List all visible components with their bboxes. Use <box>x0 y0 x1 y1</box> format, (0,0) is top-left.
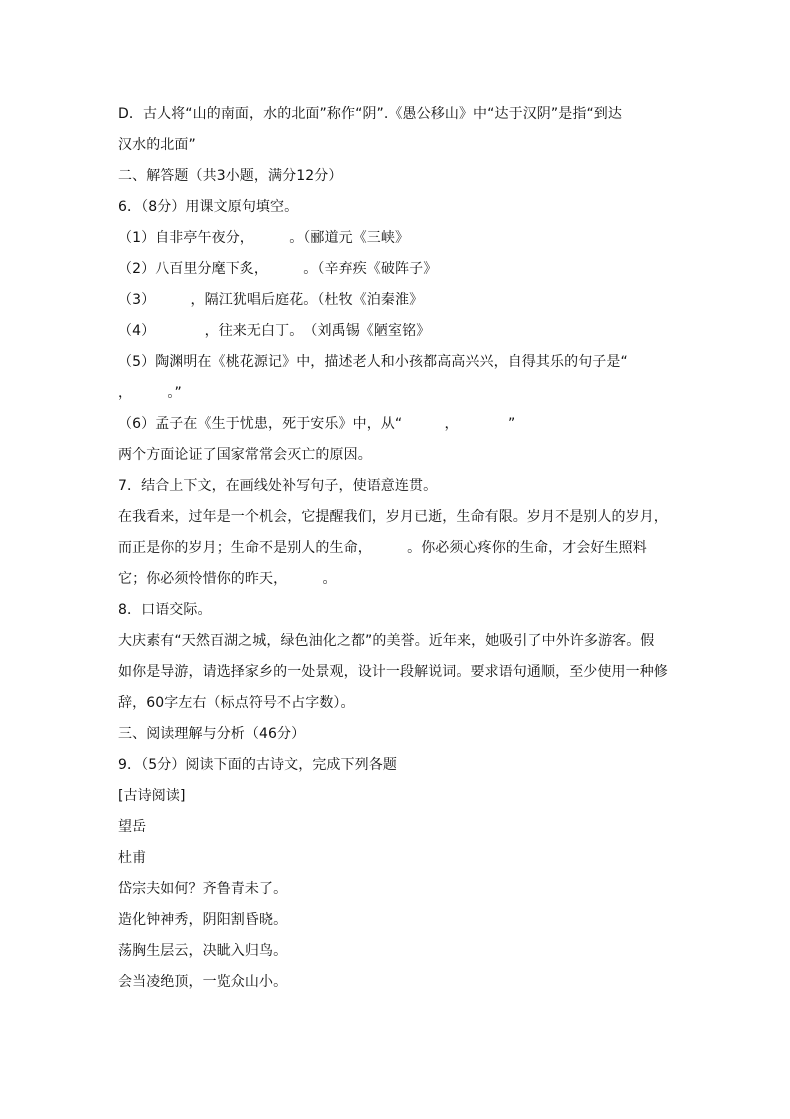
question-6-item-1: （1）自非亭午夜分， 。（郦道元《三峡》 <box>118 230 410 246</box>
question-6-item-5: （5）陶渊明在《桃花源记》中，描述老人和小孩都高高兴兴，自得其乐的句子是“ <box>118 354 628 370</box>
poem-section-label: [古诗阅读] <box>118 788 186 804</box>
question-6-item-3: （3） ，隔江犹唱后庭花。（杜牧《泊秦淮》 <box>118 292 424 308</box>
question-6-title: 6．（8分）用课文原句填空。 <box>118 199 299 215</box>
section-heading-2: 二、解答题（共3小题，满分12分） <box>118 168 343 184</box>
question-6-item-2: （2）八百里分麾下炙， 。（辛弃疾《破阵子》 <box>118 261 438 277</box>
question-8-paragraph-1: 大庆素有“天然百湖之城，绿色油化之都”的美誉。近年来，她吸引了中外许多游客。假 <box>118 633 655 649</box>
question-8-paragraph-3: 辞，60字左右（标点符号不占字数）。 <box>118 695 355 711</box>
question-7-title: 7．结合上下文，在画线处补写句子，使语意连贯。 <box>118 478 438 494</box>
option-d-line2: 汉水的北面” <box>118 137 196 153</box>
section-heading-3: 三、阅读理解与分析（46分） <box>118 726 306 742</box>
question-6-item-6: （6）孟子在《生于忧患，死于安乐》中，从“ ， ” <box>118 416 516 432</box>
question-8-title: 8．口语交际。 <box>118 602 212 618</box>
question-7-paragraph-1: 在我看来，过年是一个机会，它提醒我们，岁月已逝，生命有限。岁月不是别人的岁月， <box>118 509 668 525</box>
question-6-item-6-cont: 两个方面论证了国家常常会灭亡的原因。 <box>118 447 372 463</box>
option-d-line1: D．古人将“山的南面，水的北面”称作“阴”.《愚公移山》中“达于汉阴”是指“到达 <box>118 106 622 122</box>
poem-line-2: 造化钟神秀，阴阳割昏晓。 <box>118 912 288 928</box>
question-6-item-5-cont: ， 。” <box>118 385 182 401</box>
poem-line-4: 会当凌绝顶，一览众山小。 <box>118 974 288 990</box>
poem-line-3: 荡胸生层云，决眦入归鸟。 <box>118 943 288 959</box>
question-6-item-4: （4） ，往来无白丁。 （刘禹锡《陋室铭》 <box>118 323 431 339</box>
poem-author: 杜甫 <box>118 850 147 866</box>
question-9-title: 9．（5分）阅读下面的古诗文，完成下列各题 <box>118 757 397 773</box>
question-7-paragraph-2: 而正是你的岁月；生命不是别人的生命， 。你必须心疼你的生命，才会好生照料 <box>118 540 647 556</box>
question-8-paragraph-2: 如你是导游，请选择家乡的一处景观，设计一段解说词。要求语句通顺，至少使用一种修 <box>118 664 668 680</box>
poem-line-1: 岱宗夫如何？齐鲁青未了。 <box>118 881 288 897</box>
question-7-paragraph-3: 它；你必须怜惜你的昨天， 。 <box>118 571 337 587</box>
poem-title: 望岳 <box>118 819 147 835</box>
